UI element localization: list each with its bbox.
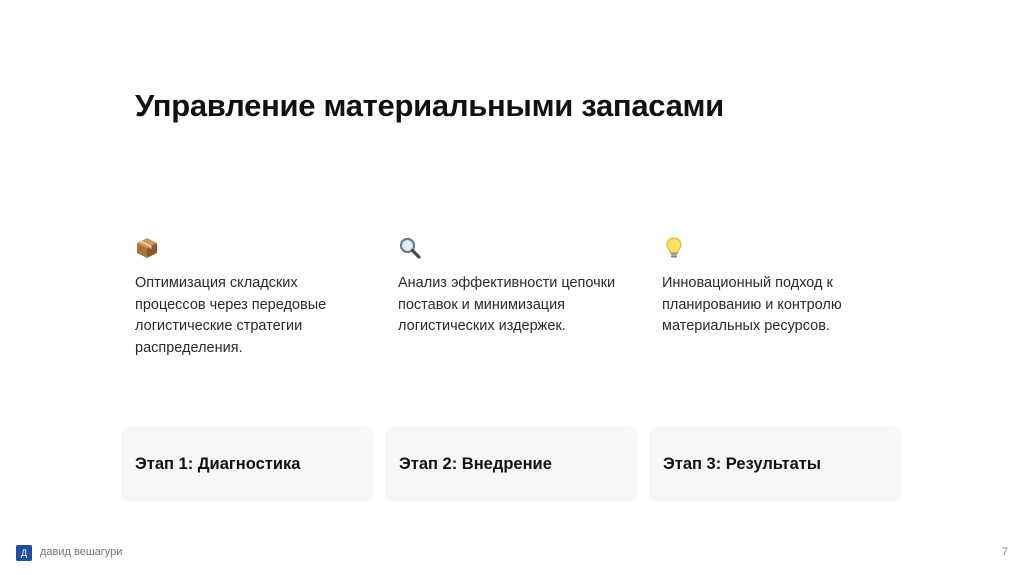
feature-column-3 xyxy=(662,236,892,338)
stage-label: Этап 3: Результаты xyxy=(663,455,821,473)
feature-text: Инновационный подход к планированию и контролю материальных ресурсов. xyxy=(662,275,842,334)
stage-label: Этап 2: Внедрение xyxy=(399,455,552,473)
slide-title: Управление материальными запасами xyxy=(135,88,724,123)
feature-text: Анализ эффективности цепочки поставок и минимизация логистических издержек. xyxy=(398,275,616,334)
package-icon xyxy=(135,236,159,260)
stage-card-results xyxy=(649,427,901,502)
author-logo: Д xyxy=(16,545,32,561)
stage-card-implementation xyxy=(385,427,637,502)
feature-column-1 xyxy=(135,236,365,359)
lightbulb-icon xyxy=(662,236,686,260)
author-name: давид вешагури xyxy=(40,546,123,558)
stage-card-diagnostics xyxy=(121,427,373,502)
feature-text: Оптимизация складских процессов через передовые логистические стратегии распределения. xyxy=(135,275,327,356)
stage-label: Этап 1: Диагностика xyxy=(135,455,301,473)
magnifier-icon xyxy=(398,236,422,260)
page-number: 7 xyxy=(1001,546,1008,558)
feature-column-2 xyxy=(398,236,628,338)
